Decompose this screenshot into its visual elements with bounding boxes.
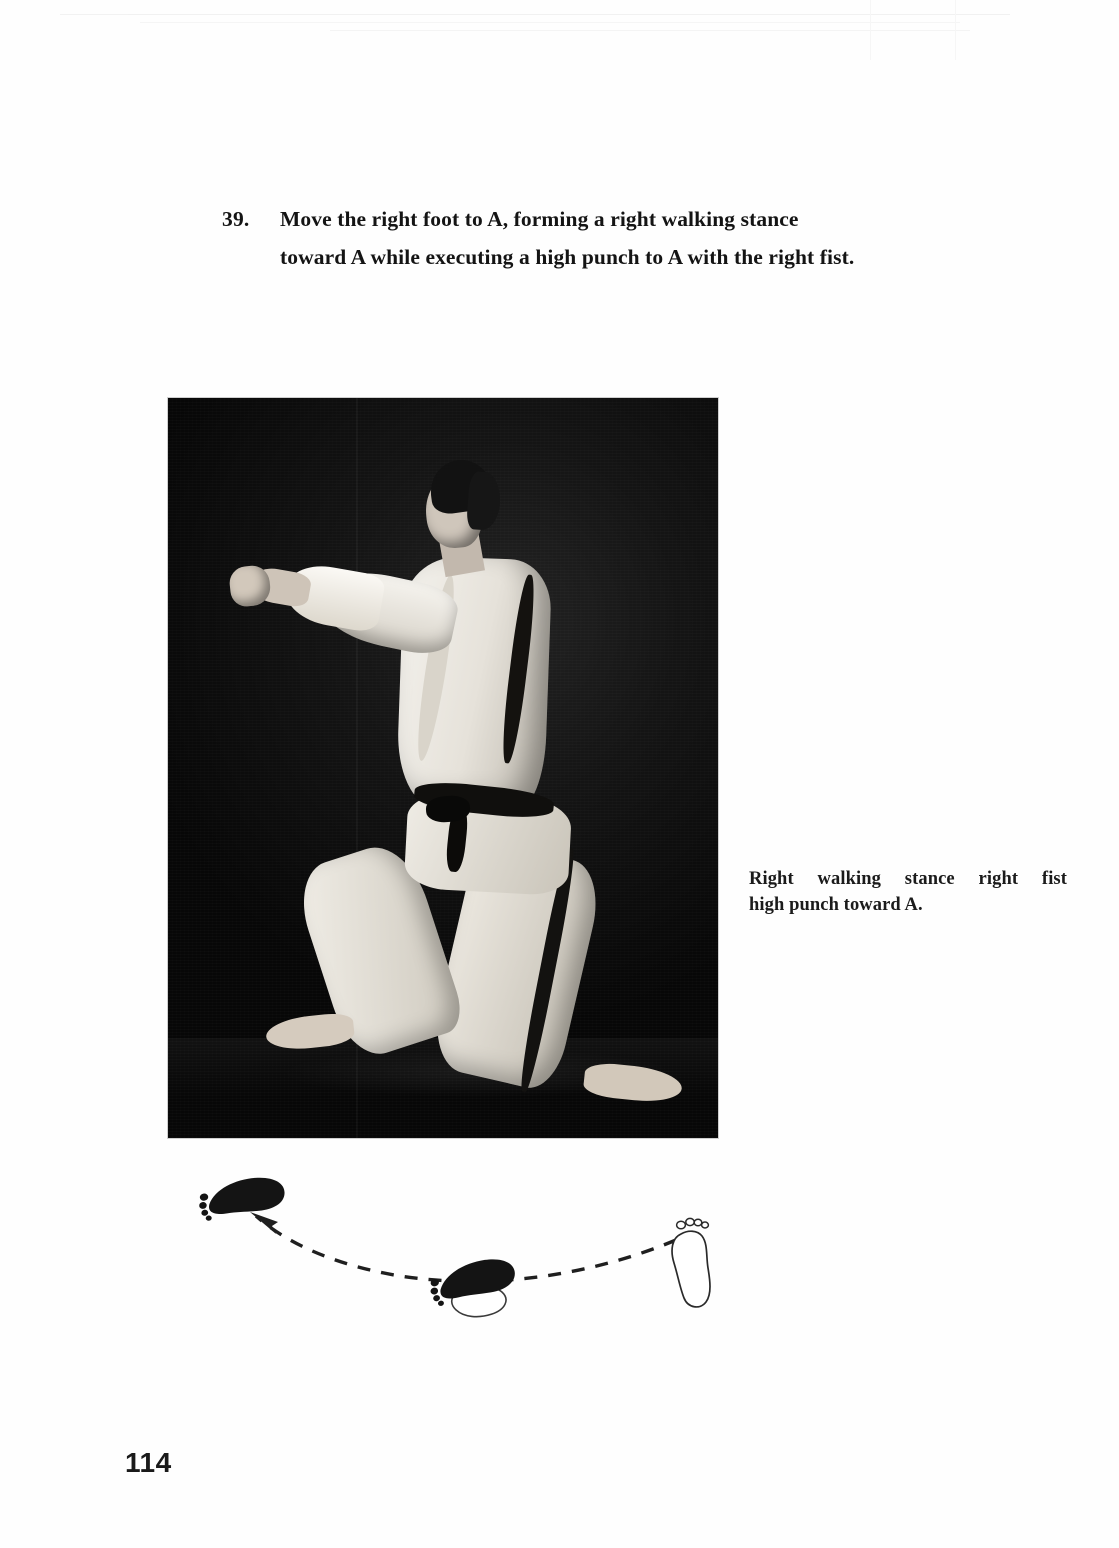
scan-line [60, 14, 1010, 15]
technique-photograph [167, 397, 719, 1139]
scan-line-vertical [870, 0, 871, 60]
instruction-block [222, 200, 862, 276]
instruction-row [222, 200, 862, 276]
instruction-text: Move the right foot to A, forming a right walking stance toward A while executing a high punch to A with the right fist. [280, 207, 855, 269]
scan-line [140, 22, 960, 23]
page-number: 114 [125, 1447, 172, 1478]
caption-line-1: Right walking stance right fist [749, 869, 1067, 889]
scan-line-vertical [955, 0, 956, 60]
scan-artifacts [0, 0, 1119, 70]
instruction-number: 39. [222, 207, 250, 231]
photo-caption [749, 866, 1067, 918]
footprint-outline-start [672, 1218, 710, 1307]
scan-line [330, 30, 970, 31]
footwork-diagram [160, 1168, 750, 1348]
caption-line-2: high punch toward A. [749, 895, 923, 915]
footprint-filled-target [196, 1173, 287, 1222]
footwork-arrow-head [250, 1212, 278, 1234]
